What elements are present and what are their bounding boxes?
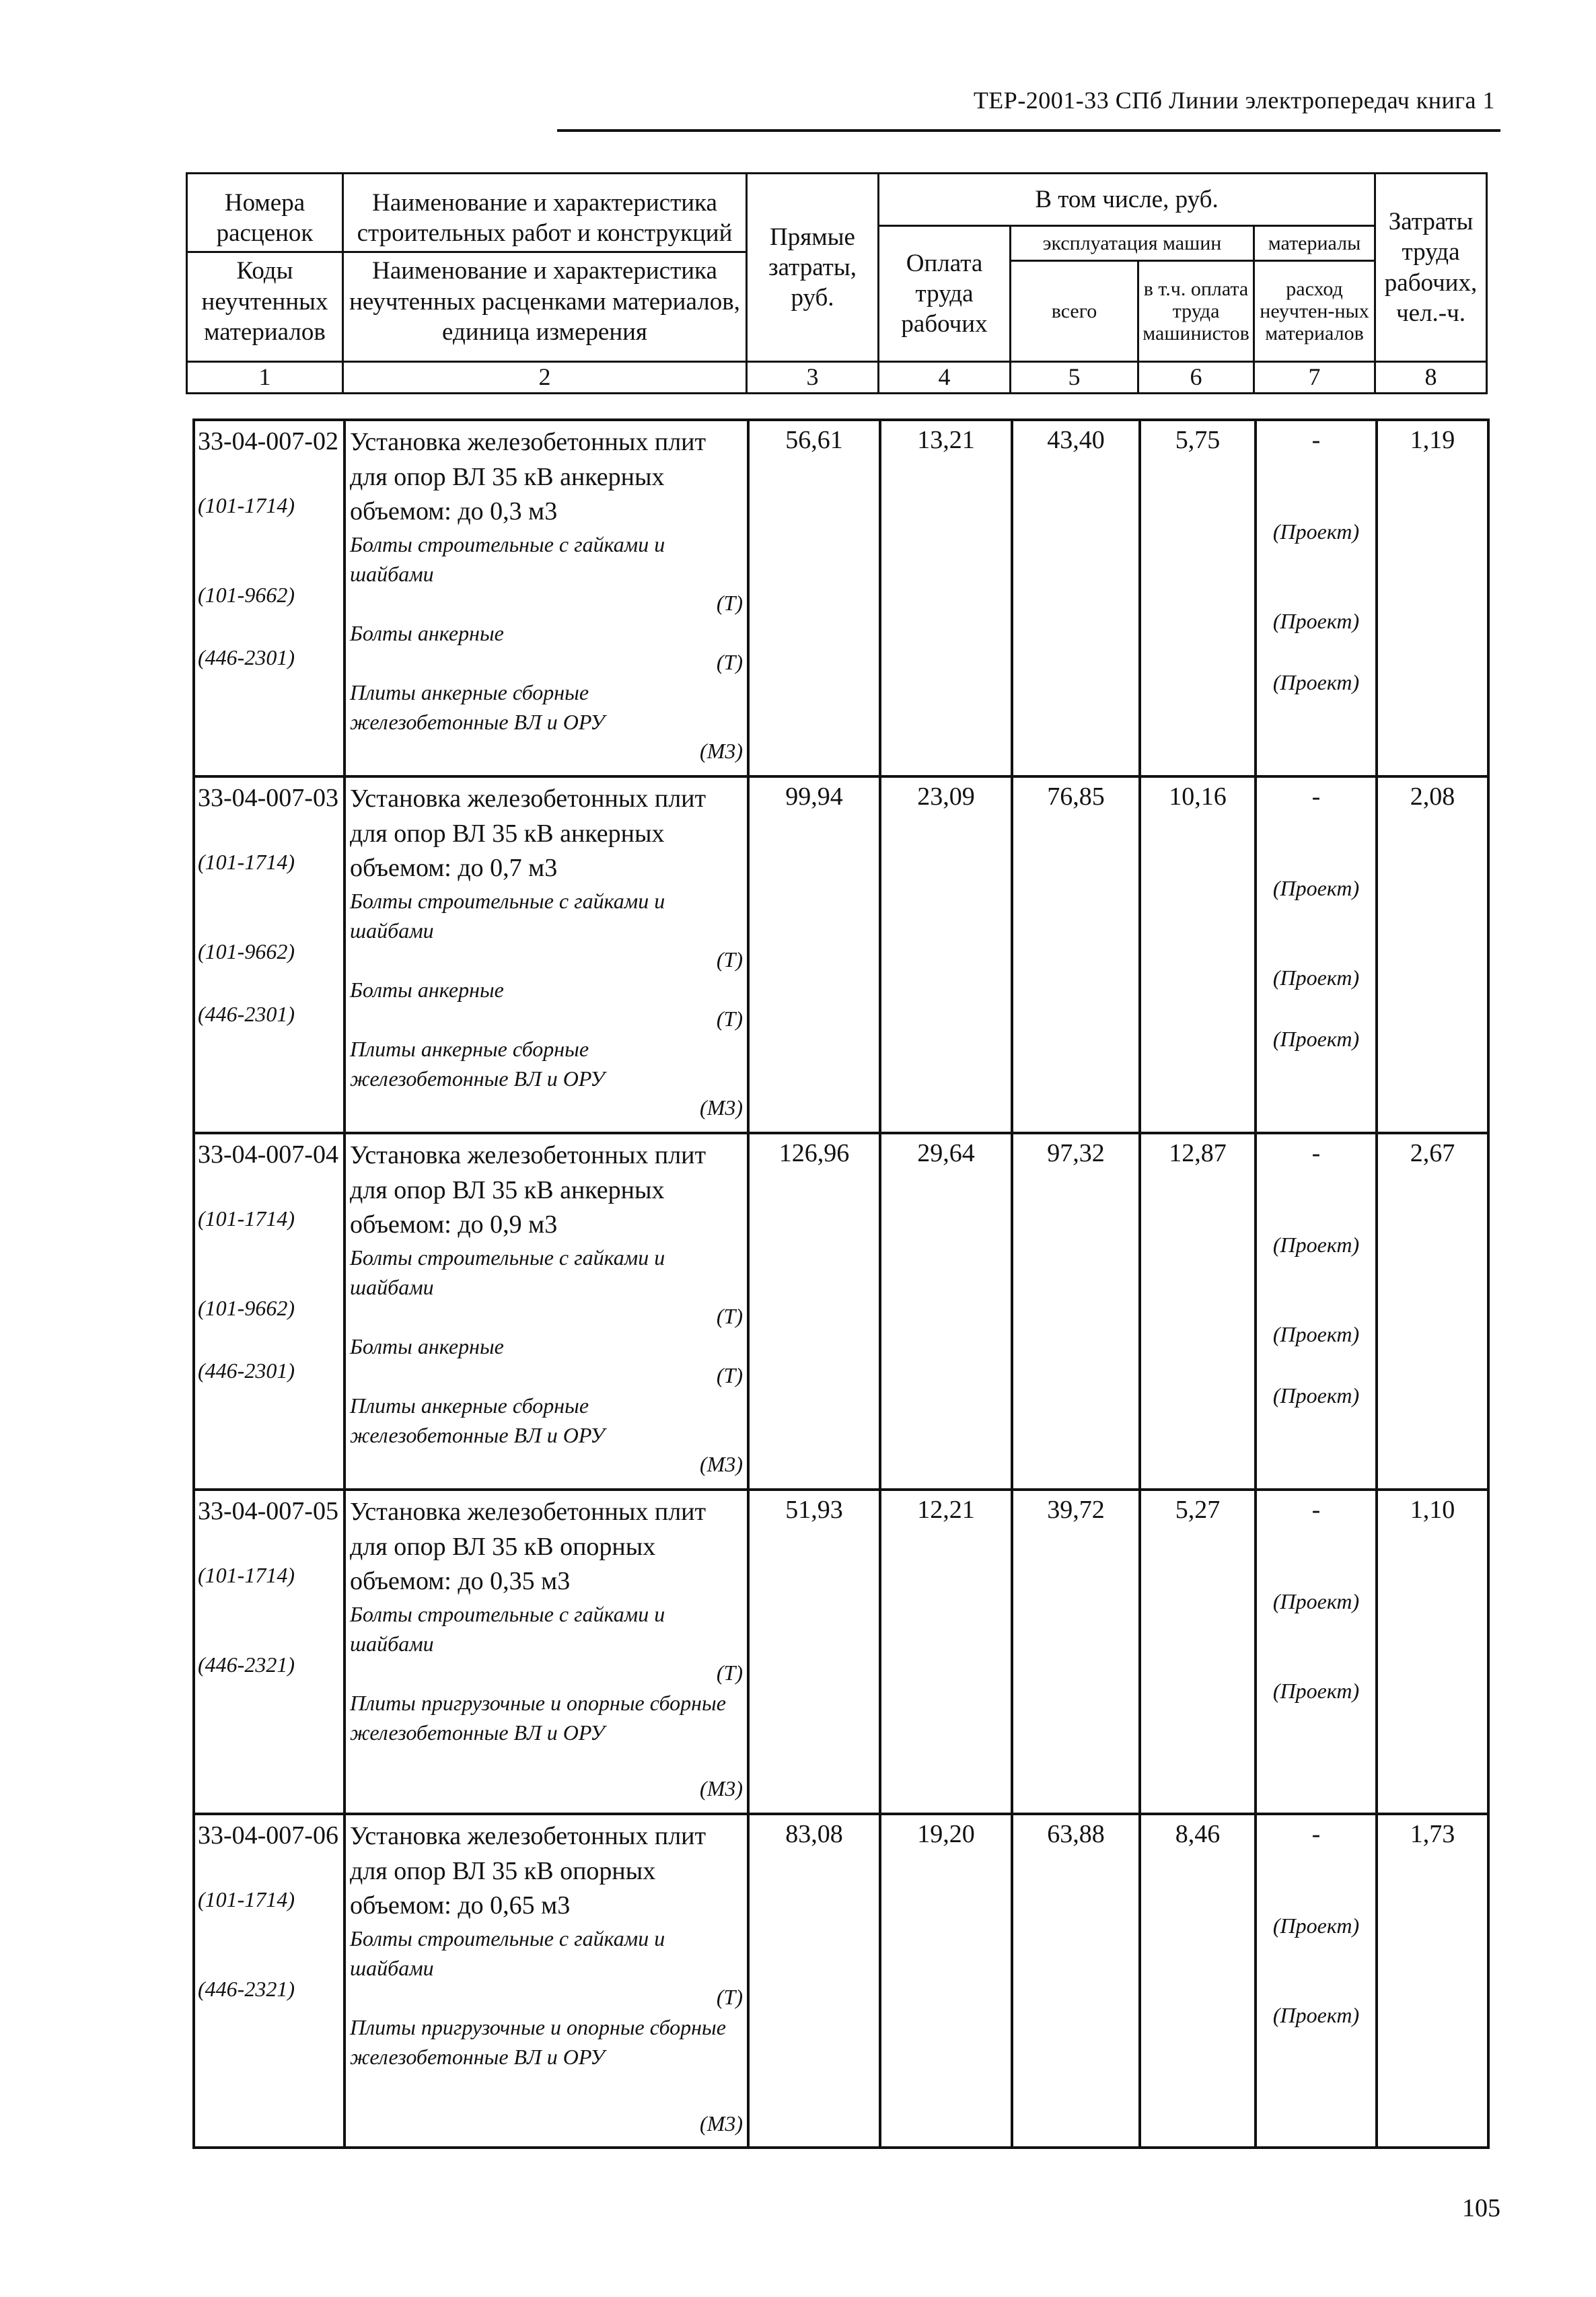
header-col3: Прямые затраты, руб. [747,174,879,362]
header-num-2: 2 [343,362,747,394]
operators-pay: 8,46 [1140,1814,1256,2148]
rate-row [194,776,1488,1133]
material-code: (101-9662) [198,1295,295,1320]
material-name: Болты строительные с гайками и шайбами [350,889,665,943]
rate-code-cell [194,1133,344,1490]
labor-cost: 23,09 [880,776,1012,1133]
labor-hours: 2,08 [1377,776,1488,1133]
rate-name: Установка железобетонных плит для опор ВЛ 35 кВ опорных объемом: до 0,35 м3 [350,1498,706,1596]
material-unit: (Т) [716,947,743,972]
header-col2-top: Наименование и характеристика строительных работ и конструкций [357,189,733,248]
material-unit: (Т) [716,1985,743,2010]
header-col1-top: Номера расценок [216,189,314,248]
rate-code-cell [194,776,344,1133]
rate-row [194,1490,1488,1814]
materials-value: - [1311,782,1321,811]
header-num-7: 7 [1254,362,1375,394]
header-col1 [187,174,343,362]
direct-cost: 51,93 [748,1490,880,1814]
material-note: (Проект) [1272,1233,1360,1257]
materials-value: - [1311,1820,1321,1848]
material-name: Плиты анкерные сборные железобетонные ВЛ и ОРУ [350,680,605,734]
material-code: (101-9662) [198,582,295,607]
operators-pay: 5,75 [1140,420,1256,776]
rate-code: 33-04-007-06 [198,1821,338,1850]
header-col5: всего [1011,261,1138,362]
operators-pay: 10,16 [1140,776,1256,1133]
material-code: (446-2321) [198,1652,295,1677]
header-materials: материалы [1254,226,1375,261]
rate-name-cell [344,420,748,776]
materials-value: - [1311,1139,1321,1167]
header-num-8: 8 [1375,362,1487,394]
labor-hours: 1,73 [1377,1814,1488,2148]
material-note: (Проект) [1272,1027,1360,1051]
header-num-5: 5 [1011,362,1138,394]
machines-total: 39,72 [1012,1490,1140,1814]
material-code: (101-9662) [198,939,295,963]
material-note: (Проект) [1272,609,1360,633]
running-header: ТЕР-2001-33 СПб Линии электропередач книга 1 [973,87,1495,114]
material-code: (446-2301) [198,1358,295,1383]
rate-name: Установка железобетонных плит для опор ВЛ 35 кВ анкерных объемом: до 0,9 м3 [350,1141,706,1239]
direct-cost: 56,61 [748,420,880,776]
material-note: (Проект) [1272,1679,1360,1703]
header-rule [557,129,1500,132]
material-note: (Проект) [1272,1383,1360,1408]
machines-total: 63,88 [1012,1814,1140,2148]
material-unit: (Т) [716,591,743,616]
header-group: В том числе, руб. [879,174,1375,226]
material-unit: (М3) [700,2111,743,2136]
labor-cost: 13,21 [880,420,1012,776]
material-note: (Проект) [1272,1589,1360,1613]
machines-total: 97,32 [1012,1133,1140,1490]
material-note: (Проект) [1272,2003,1360,2027]
materials-cell [1256,1814,1377,2148]
material-name: Болты строительные с гайками и шайбами [350,1602,665,1656]
material-code: (101-1714) [198,1562,295,1587]
material-code: (101-1714) [198,849,295,874]
header-num-4: 4 [879,362,1011,394]
material-name: Плиты анкерные сборные железобетонные ВЛ и ОРУ [350,1393,605,1447]
material-code: (101-1714) [198,493,295,517]
material-note: (Проект) [1272,1913,1360,1938]
material-unit: (М3) [700,1095,743,1120]
header-col2 [343,174,747,362]
direct-cost: 126,96 [748,1133,880,1490]
header-num-6: 6 [1138,362,1254,394]
materials-cell [1256,1490,1377,1814]
header-machines: эксплуатация машин [1011,226,1254,261]
material-unit: (Т) [716,1363,743,1387]
material-note: (Проект) [1272,519,1360,544]
material-unit: (Т) [716,1007,743,1031]
material-code: (446-2301) [198,645,295,669]
material-unit: (М3) [700,738,743,763]
material-name: Болты анкерные [350,1334,504,1358]
rate-name: Установка железобетонных плит для опор ВЛ 35 кВ опорных объемом: до 0,65 м3 [350,1822,706,1920]
labor-hours: 1,19 [1377,420,1488,776]
labor-cost: 19,20 [880,1814,1012,2148]
machines-total: 43,40 [1012,420,1140,776]
material-note: (Проект) [1272,965,1360,990]
header-col2-bottom: Наименование и характеристика неучтенных расценками материалов, единица измерения [344,251,746,347]
material-code: (101-1714) [198,1206,295,1231]
material-name: Плиты пригрузочные и опорные сборные железобетонные ВЛ и ОРУ [350,2014,726,2069]
direct-cost: 83,08 [748,1814,880,2148]
rate-name-cell [344,1133,748,1490]
material-name: Болты анкерные [350,620,504,645]
material-code: (446-2301) [198,1001,295,1026]
rate-row [194,1133,1488,1490]
rate-code: 33-04-007-02 [198,427,338,455]
operators-pay: 5,27 [1140,1490,1256,1814]
rate-code-cell [194,1814,344,2148]
header-col4: Оплата труда рабочих [879,226,1011,362]
labor-hours: 1,10 [1377,1490,1488,1814]
materials-cell [1256,1133,1377,1490]
column-header-table [186,172,1488,394]
rate-name-cell [344,1814,748,2148]
rate-code-cell [194,420,344,776]
header-num-1: 1 [187,362,343,394]
material-name: Болты анкерные [350,977,504,1002]
rate-name: Установка железобетонных плит для опор ВЛ 35 кВ анкерных объемом: до 0,3 м3 [350,428,706,526]
rate-code: 33-04-007-04 [198,1140,338,1169]
rate-row [194,1814,1488,2148]
header-num-3: 3 [747,362,879,394]
labor-cost: 12,21 [880,1490,1012,1814]
material-unit: (М3) [700,1776,743,1801]
material-name: Плиты пригрузочные и опорные сборные железобетонные ВЛ и ОРУ [350,1690,726,1745]
operators-pay: 12,87 [1140,1133,1256,1490]
rate-code: 33-04-007-05 [198,1497,338,1525]
material-name: Болты строительные с гайками и шайбами [350,1245,665,1300]
material-code: (446-2321) [198,1976,295,2001]
rate-name-cell [344,776,748,1133]
labor-cost: 29,64 [880,1133,1012,1490]
rate-name: Установка железобетонных плит для опор ВЛ 35 кВ анкерных объемом: до 0,7 м3 [350,785,706,883]
material-unit: (Т) [716,1661,743,1685]
labor-hours: 2,67 [1377,1133,1488,1490]
material-note: (Проект) [1272,1322,1360,1346]
rate-code: 33-04-007-03 [198,784,338,812]
header-col7: расход неучтен-ных материалов [1254,261,1375,362]
rate-code-cell [194,1490,344,1814]
material-unit: (Т) [716,650,743,674]
materials-value: - [1311,1496,1321,1524]
material-note: (Проект) [1272,876,1360,900]
header-col1-bottom: Коды неучтенных материалов [188,251,342,347]
header-col6: в т.ч. оплата труда машинистов [1138,261,1254,362]
material-name: Болты строительные с гайками и шайбами [350,532,665,587]
header-col8: Затраты труда рабочих, чел.-ч. [1375,174,1487,362]
materials-cell [1256,776,1377,1133]
direct-cost: 99,94 [748,776,880,1133]
material-unit: (М3) [700,1451,743,1476]
materials-value: - [1311,426,1321,454]
machines-total: 76,85 [1012,776,1140,1133]
rate-name-cell [344,1490,748,1814]
material-unit: (Т) [716,1304,743,1329]
rate-row [194,420,1488,776]
rates-table [192,418,1490,2149]
material-name: Плиты анкерные сборные железобетонные ВЛ и ОРУ [350,1036,605,1091]
materials-cell [1256,420,1377,776]
material-code: (101-1714) [198,1887,295,1911]
page-number: 105 [1462,2194,1500,2222]
material-note: (Проект) [1272,670,1360,694]
material-name: Болты строительные с гайками и шайбами [350,1926,665,1981]
